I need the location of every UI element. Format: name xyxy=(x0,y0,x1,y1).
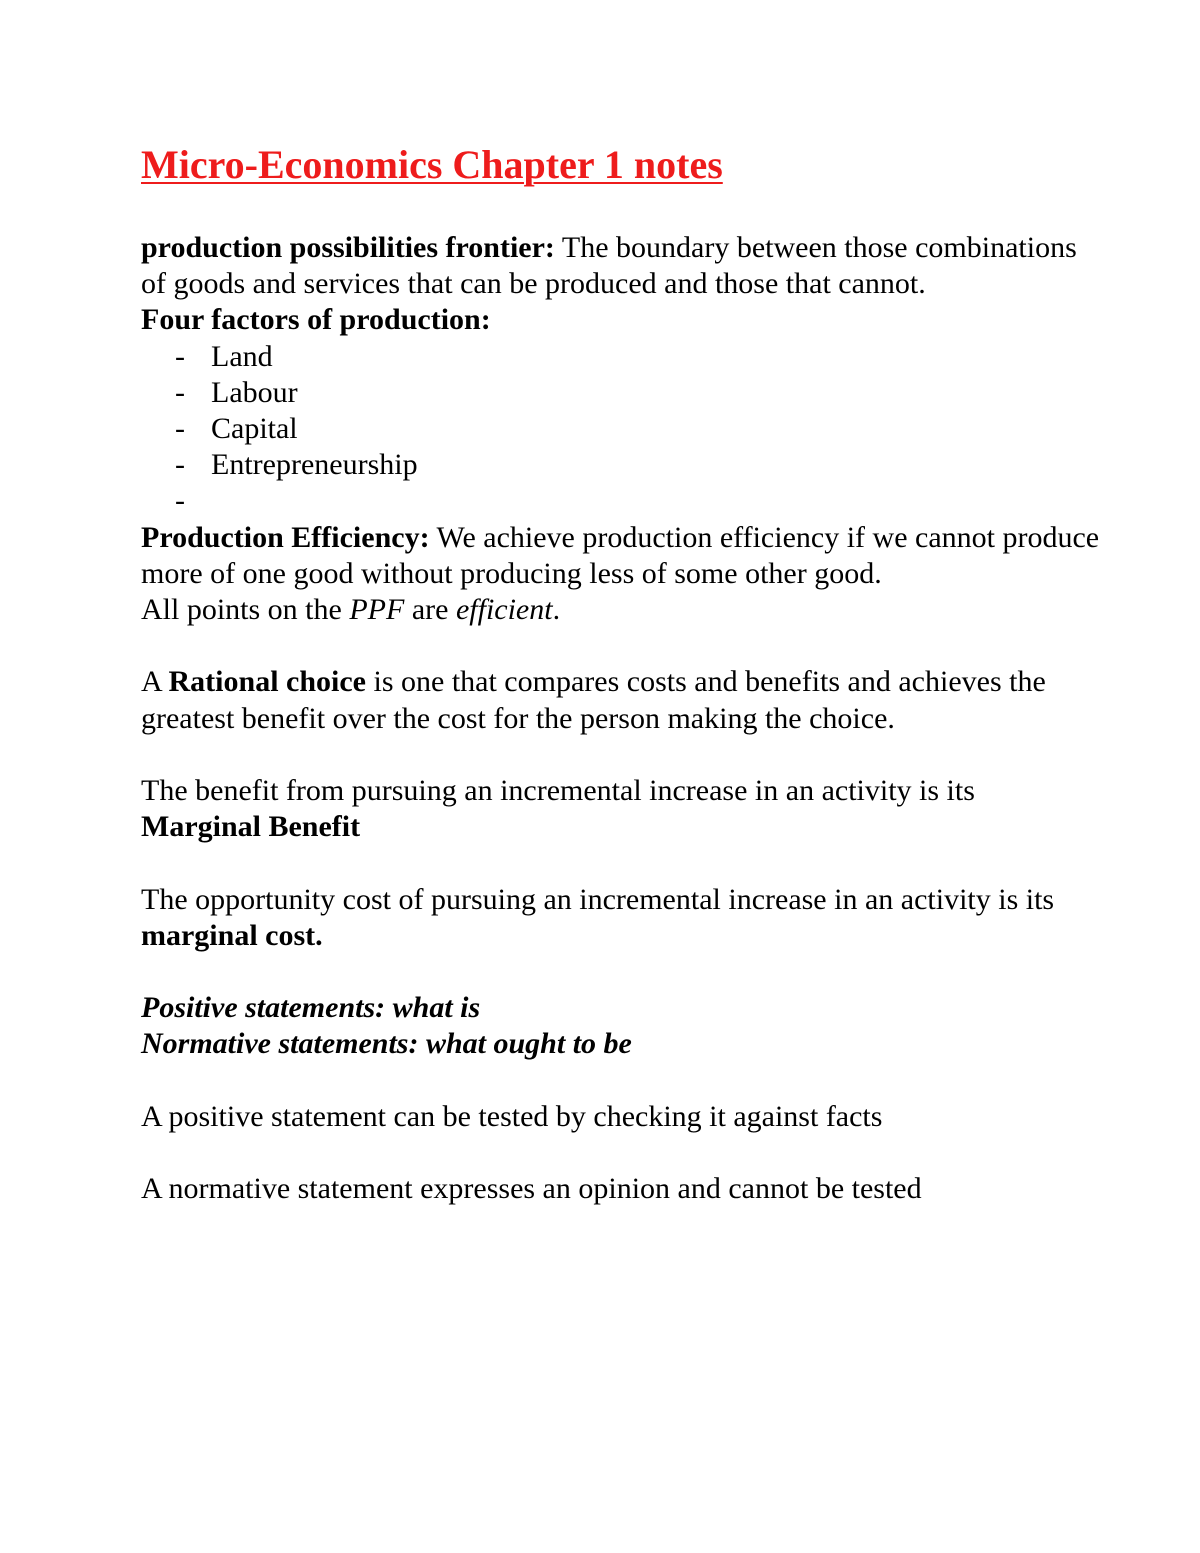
normative-statement-note: A normative statement expresses an opinion and cannot be tested xyxy=(141,1172,922,1206)
normative-statements-heading: Normative statements: what ought to be xyxy=(141,1027,632,1061)
list-item xyxy=(141,447,1101,483)
list-item xyxy=(141,375,1101,411)
dash-bullet: - xyxy=(175,339,185,373)
list-item-label: Land xyxy=(211,339,273,373)
list-item-label: Labour xyxy=(211,375,298,409)
ppf-abbreviation: PPF xyxy=(349,593,405,627)
efficiency-definition-text: We achieve production efficiency if we cannot produce more of one good without producing less of some other good. xyxy=(141,520,1100,590)
spacer xyxy=(141,954,1101,990)
dash-bullet: - xyxy=(175,484,185,518)
efficiency-term: Production Efficiency: xyxy=(141,520,430,554)
spacer xyxy=(141,1135,1101,1171)
list-item-label: Entrepreneurship xyxy=(211,448,418,482)
factors-list xyxy=(141,339,1101,520)
rational-pre: A xyxy=(141,665,169,699)
list-item xyxy=(141,339,1101,375)
dash-bullet: - xyxy=(175,375,185,409)
ppf-efficient-mid: are xyxy=(404,593,456,627)
ppf-definition-text: The boundary between those combinations of goods and services that can be produced and those that cannot. xyxy=(141,231,1077,301)
spacer xyxy=(141,1063,1101,1099)
list-item-label: Capital xyxy=(211,412,298,446)
marginal-benefit-line xyxy=(141,809,1101,845)
document-body xyxy=(141,140,1101,1207)
ppf-efficient-end: . xyxy=(552,593,561,627)
marginal-benefit-text: The benefit from pursuing an incremental increase in an activity is its xyxy=(141,774,975,807)
spacer xyxy=(141,628,1101,664)
ppf-definition xyxy=(141,230,1101,302)
factors-heading-text: Four factors of production: xyxy=(141,303,491,337)
marginal-benefit-term: Marginal Benefit xyxy=(141,810,361,844)
list-item xyxy=(141,483,1101,519)
ppf-efficient-pre: All points on the xyxy=(141,593,350,627)
marginal-cost-text: The opportunity cost of pursuing an incremental increase in an activity is its xyxy=(141,882,1055,916)
ppf-term: production possibilities frontier: xyxy=(141,231,555,264)
dash-bullet: - xyxy=(175,412,185,446)
dash-bullet: - xyxy=(175,448,185,482)
spacer xyxy=(141,737,1101,773)
efficiency-definition xyxy=(141,520,1101,592)
document-title: Micro-Economics Chapter 1 notes xyxy=(141,142,723,187)
rational-choice-paragraph xyxy=(141,664,1101,736)
rational-choice-term: Rational choice xyxy=(168,665,366,699)
factors-heading xyxy=(141,302,1101,338)
positive-statement-note: A positive statement can be tested by checking it against facts xyxy=(141,1099,883,1133)
efficient-word: efficient xyxy=(455,593,553,627)
marginal-cost-term: marginal cost. xyxy=(141,918,323,952)
rational-post: is one that compares costs and benefits and achieves the greatest benefit over the cost for the person making the choice. xyxy=(141,665,1046,735)
marginal-cost-paragraph xyxy=(141,882,1101,954)
spacer xyxy=(141,845,1101,881)
positive-statements-heading: Positive statements: what is xyxy=(141,991,481,1025)
list-item xyxy=(141,411,1101,447)
ppf-efficient-line xyxy=(141,592,1101,628)
